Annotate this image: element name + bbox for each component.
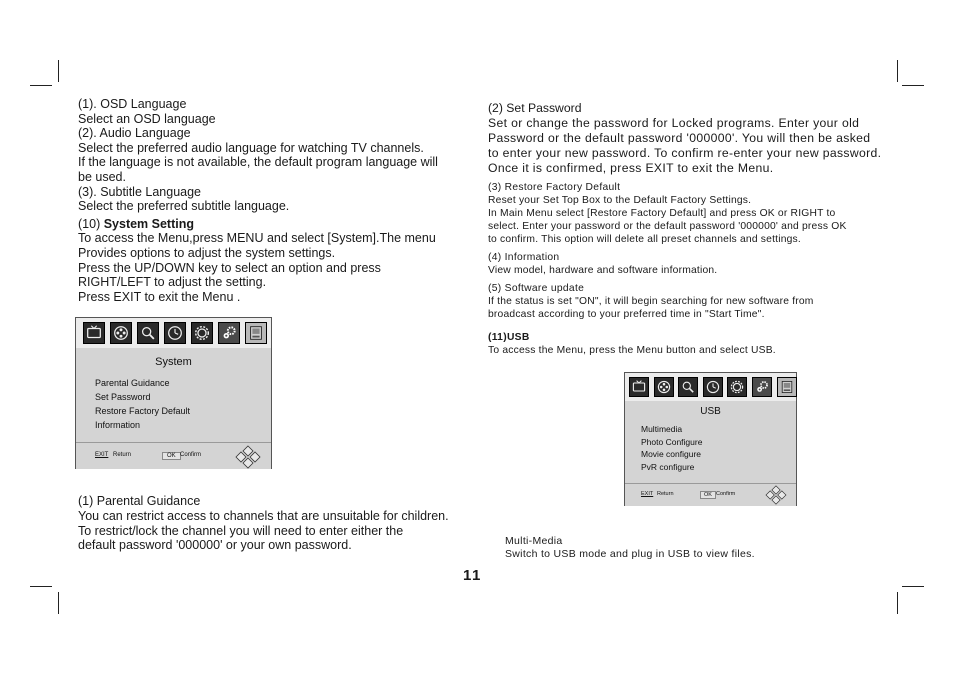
restore-heading: (3) Restore Factory Default bbox=[488, 182, 621, 193]
menu-item-movie-configure[interactable]: Movie configure bbox=[641, 449, 702, 459]
magnifier-icon[interactable] bbox=[678, 377, 698, 397]
restore-text: Reset your Set Top Box to the Default Factory Settings. bbox=[488, 195, 752, 206]
ok-key-label: Confirm bbox=[180, 452, 202, 458]
multimedia-heading: Multi-Media bbox=[505, 535, 563, 547]
usb-drive-icon[interactable] bbox=[777, 377, 797, 397]
right-column bbox=[488, 101, 928, 357]
information-text: View model, hardware and software information. bbox=[488, 265, 718, 276]
system-text: Provides options to adjust the system settings. bbox=[78, 245, 336, 260]
usb-drive-icon[interactable] bbox=[245, 322, 267, 344]
information-heading: (4) Information bbox=[488, 252, 560, 263]
menu-item-information[interactable]: Information bbox=[95, 420, 141, 430]
exit-key-label: Return bbox=[657, 491, 674, 497]
crop-mark bbox=[58, 592, 59, 614]
system-setting-title: System Setting bbox=[103, 216, 195, 231]
crop-mark bbox=[897, 592, 898, 614]
parental-guidance-section bbox=[78, 494, 473, 553]
subtitle-heading: (3). Subtitle Language bbox=[78, 184, 202, 199]
crop-mark bbox=[902, 586, 924, 587]
restore-text: select. Enter your password or the default password '000000' and press OK bbox=[488, 221, 847, 232]
clock-icon[interactable] bbox=[164, 322, 186, 344]
usb-menu-screenshot bbox=[624, 372, 797, 506]
ok-key: OK bbox=[162, 452, 181, 460]
crop-mark bbox=[902, 85, 924, 86]
system-text: To access the Menu,press MENU and select [System].The menu bbox=[78, 231, 436, 246]
software-update-text: broadcast according to your preferred time in "Start Time". bbox=[488, 309, 765, 320]
exit-key: EXIT bbox=[95, 452, 109, 458]
film-reel-icon[interactable] bbox=[654, 377, 674, 397]
film-reel-icon[interactable] bbox=[110, 322, 132, 344]
osd-heading: (1). OSD Language bbox=[78, 97, 187, 111]
clock-icon[interactable] bbox=[703, 377, 723, 397]
system-setting-prefix: (10) bbox=[78, 216, 104, 231]
audio-heading: (2). Audio Language bbox=[78, 126, 191, 141]
system-gears-icon[interactable] bbox=[752, 377, 772, 397]
system-gears-icon[interactable] bbox=[218, 322, 240, 344]
osd-text: Select an OSD language bbox=[78, 111, 216, 126]
restore-text: In Main Menu select [Restore Factory Default] and press OK or RIGHT to bbox=[488, 208, 836, 219]
page-number: 11 bbox=[463, 567, 482, 584]
restore-text: to confirm. This option will delete all preset channels and settings. bbox=[488, 234, 801, 245]
multimedia-text: Switch to USB mode and plug in USB to view files. bbox=[505, 548, 755, 560]
menu-footer bbox=[625, 483, 796, 506]
audio-text: be used. bbox=[78, 169, 126, 184]
menu-items bbox=[641, 423, 702, 473]
software-update-heading: (5) Software update bbox=[488, 283, 585, 294]
parental-heading: (1) Parental Guidance bbox=[78, 494, 201, 508]
subtitle-text: Select the preferred subtitle language. bbox=[78, 199, 290, 214]
crop-mark bbox=[58, 60, 59, 82]
menu-item-pvr-configure[interactable]: PvR configure bbox=[641, 461, 695, 472]
ok-key: OK bbox=[700, 491, 716, 499]
crop-mark bbox=[897, 60, 898, 82]
parental-text: default password '000000' or your own password. bbox=[78, 538, 352, 553]
menu-item-parental-guidance[interactable]: Parental Guidance bbox=[95, 378, 170, 388]
dpad-icon bbox=[764, 485, 788, 505]
parental-text: You can restrict access to channels that are unsuitable for children. bbox=[78, 508, 449, 523]
multimedia-section bbox=[505, 535, 755, 561]
menu-item-set-password[interactable]: Set Password bbox=[95, 392, 151, 402]
system-text: RIGHT/LEFT to adjust the setting. bbox=[78, 275, 267, 290]
menu-title: USB bbox=[700, 406, 721, 417]
system-menu-screenshot bbox=[75, 317, 272, 469]
crop-mark bbox=[30, 586, 52, 587]
menu-item-multimedia[interactable]: Multimedia bbox=[641, 424, 683, 434]
system-text: Press the UP/DOWN key to select an option and press bbox=[78, 260, 381, 275]
usb-text: To access the Menu, press the Menu button and select USB. bbox=[488, 345, 776, 356]
menu-footer bbox=[76, 442, 271, 469]
left-column bbox=[78, 97, 468, 304]
dpad-icon bbox=[234, 445, 262, 469]
system-setting-heading bbox=[78, 217, 468, 232]
audio-text: If the language is not available, the default program language will bbox=[78, 155, 438, 170]
ok-key-label: Confirm bbox=[716, 491, 736, 497]
exit-key-label: Return bbox=[113, 452, 132, 458]
menu-item-restore-factory-default[interactable]: Restore Factory Default bbox=[95, 406, 191, 416]
system-text: Press EXIT to exit the Menu . bbox=[78, 289, 241, 304]
set-password-text: Once it is confirmed, press EXIT to exit the Menu. bbox=[488, 161, 774, 175]
menu-title: System bbox=[155, 356, 192, 368]
menu-item-photo-configure[interactable]: Photo Configure bbox=[641, 436, 703, 447]
usb-heading: (11)USB bbox=[488, 332, 530, 343]
tv-icon[interactable] bbox=[629, 377, 649, 397]
set-password-text: to enter your new password. To confirm re-enter your new password. bbox=[488, 146, 882, 160]
gear-icon[interactable] bbox=[191, 322, 213, 344]
crop-mark bbox=[30, 85, 52, 86]
set-password-text: Set or change the password for Locked programs. Enter your old bbox=[488, 116, 860, 130]
software-update-text: If the status is set "ON", it will begin searching for new software from bbox=[488, 296, 814, 307]
audio-text: Select the preferred audio language for watching TV channels. bbox=[78, 140, 424, 155]
menu-items bbox=[95, 376, 190, 432]
set-password-text: Password or the default password '000000'. You will then be asked bbox=[488, 131, 871, 145]
tv-icon[interactable] bbox=[83, 322, 105, 344]
parental-text: To restrict/lock the channel you will need to enter either the bbox=[78, 523, 404, 538]
gear-icon[interactable] bbox=[727, 377, 747, 397]
set-password-heading: (2) Set Password bbox=[488, 101, 582, 115]
exit-key: EXIT bbox=[641, 491, 654, 497]
magnifier-icon[interactable] bbox=[137, 322, 159, 344]
